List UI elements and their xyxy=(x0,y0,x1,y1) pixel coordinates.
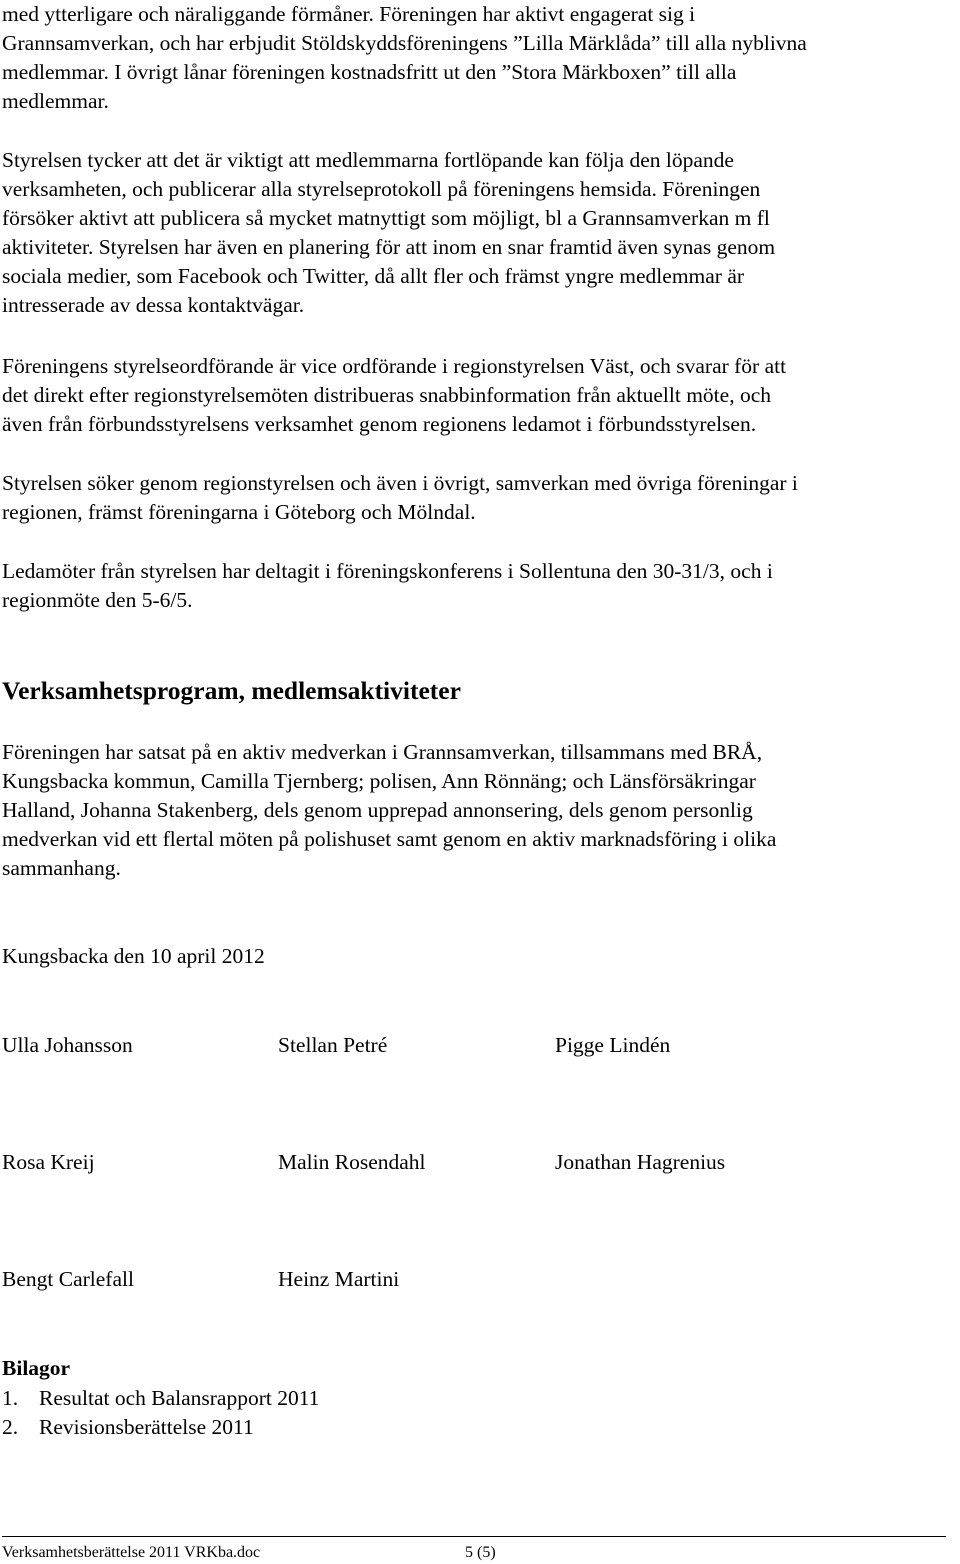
paragraph-styrelsen-publicering xyxy=(2,146,947,320)
text-line: även från förbundsstyrelsens verksamhet genom regionens ledamot i förbundsstyrelsen. xyxy=(2,412,757,436)
text-line: medverkan vid ett flertal möten på polishuset samt genom en aktiv marknadsföring i olika xyxy=(2,827,777,851)
footer-page-number: 5 (5) xyxy=(465,1544,496,1561)
place-date: Kungsbacka den 10 april 2012 xyxy=(2,944,265,968)
signature-name: Malin Rosendahl xyxy=(278,1150,426,1174)
paragraph-ledamoter xyxy=(2,557,947,615)
text-line: Kungsbacka kommun, Camilla Tjernberg; polisen, Ann Rönnäng; och Länsförsäkringar xyxy=(2,769,756,793)
paragraph-verksamhetsprogram xyxy=(2,738,947,883)
signature-name: Stellan Petré xyxy=(278,1033,388,1057)
list-number: 2. xyxy=(2,1415,19,1439)
text-line: försöker aktivt att publicera så mycket matnyttigt som möjligt, bl a Grannsamverkan m fl xyxy=(2,206,770,230)
list-text: Revisionsberättelse 2011 xyxy=(39,1415,254,1439)
footer-divider xyxy=(2,1536,946,1537)
text-line: aktiviteter. Styrelsen har även en planering för att inom en snar framtid även synas genom xyxy=(2,235,776,259)
paragraph-ordforande xyxy=(2,352,947,439)
attachments-list xyxy=(2,1384,319,1442)
text-line: regionen, främst föreningarna i Göteborg och Mölndal. xyxy=(2,500,476,524)
text-line: Styrelsen tycker att det är viktigt att medlemmarna fortlöpande kan följa den löpande xyxy=(2,148,734,172)
text-line: sociala medier, som Facebook och Twitter, då allt fler och främst yngre medlemmar är xyxy=(2,264,745,288)
section-heading: Verksamhetsprogram, medlemsaktiviteter xyxy=(2,676,461,705)
text-line: Föreningens styrelseordförande är vice ordförande i regionstyrelsen Väst, och svarar för att xyxy=(2,354,787,378)
text-line: intresserade av dessa kontaktvägar. xyxy=(2,293,305,317)
text-line: medlemmar. I övrigt lånar föreningen kostnadsfritt ut den ”Stora Märkboxen” till alla xyxy=(2,60,737,84)
text-line: Ledamöter från styrelsen har deltagit i föreningskonferens i Sollentuna den 30-31/3, och i xyxy=(2,559,773,583)
continued-paragraph xyxy=(2,0,947,116)
paragraph-samverkan xyxy=(2,469,947,527)
signature-name: Ulla Johansson xyxy=(2,1033,133,1057)
attachments-title: Bilagor xyxy=(2,1356,71,1380)
text-line: verksamheten, och publicerar alla styrelseprotokoll på föreningens hemsida. Föreningen xyxy=(2,177,761,201)
footer-filename: Verksamhetsberättelse 2011 VRKba.doc xyxy=(2,1544,261,1561)
list-text: Resultat och Balansrapport 2011 xyxy=(39,1386,320,1410)
text-line: Styrelsen söker genom regionstyrelsen och även i övrigt, samverkan med övriga föreningar i xyxy=(2,471,798,495)
text-line: sammanhang. xyxy=(2,856,121,880)
list-item xyxy=(2,1413,319,1442)
signature-name: Jonathan Hagrenius xyxy=(555,1150,726,1174)
signature-name: Heinz Martini xyxy=(278,1267,400,1291)
text-line: Halland, Johanna Stakenberg, dels genom upprepad annonsering, dels genom personlig xyxy=(2,798,753,822)
list-number: 1. xyxy=(2,1386,19,1410)
list-item xyxy=(2,1384,319,1413)
signature-name: Bengt Carlefall xyxy=(2,1267,134,1291)
signature-name: Rosa Kreij xyxy=(2,1150,95,1174)
text-line: medlemmar. xyxy=(2,89,109,113)
text-line: regionmöte den 5-6/5. xyxy=(2,588,193,612)
signature-name: Pigge Lindén xyxy=(555,1033,671,1057)
text-line: med ytterligare och näraliggande förmåner. Föreningen har aktivt engagerat sig i xyxy=(2,2,696,26)
text-line: Föreningen har satsat på en aktiv medverkan i Grannsamverkan, tillsammans med BRÅ, xyxy=(2,740,763,764)
text-line: Grannsamverkan, och har erbjudit Stöldskyddsföreningens ”Lilla Märklåda” till alla nyblivna xyxy=(2,31,807,55)
text-line: det direkt efter regionstyrelsemöten distribueras snabbinformation från aktuellt möte, och xyxy=(2,383,771,407)
